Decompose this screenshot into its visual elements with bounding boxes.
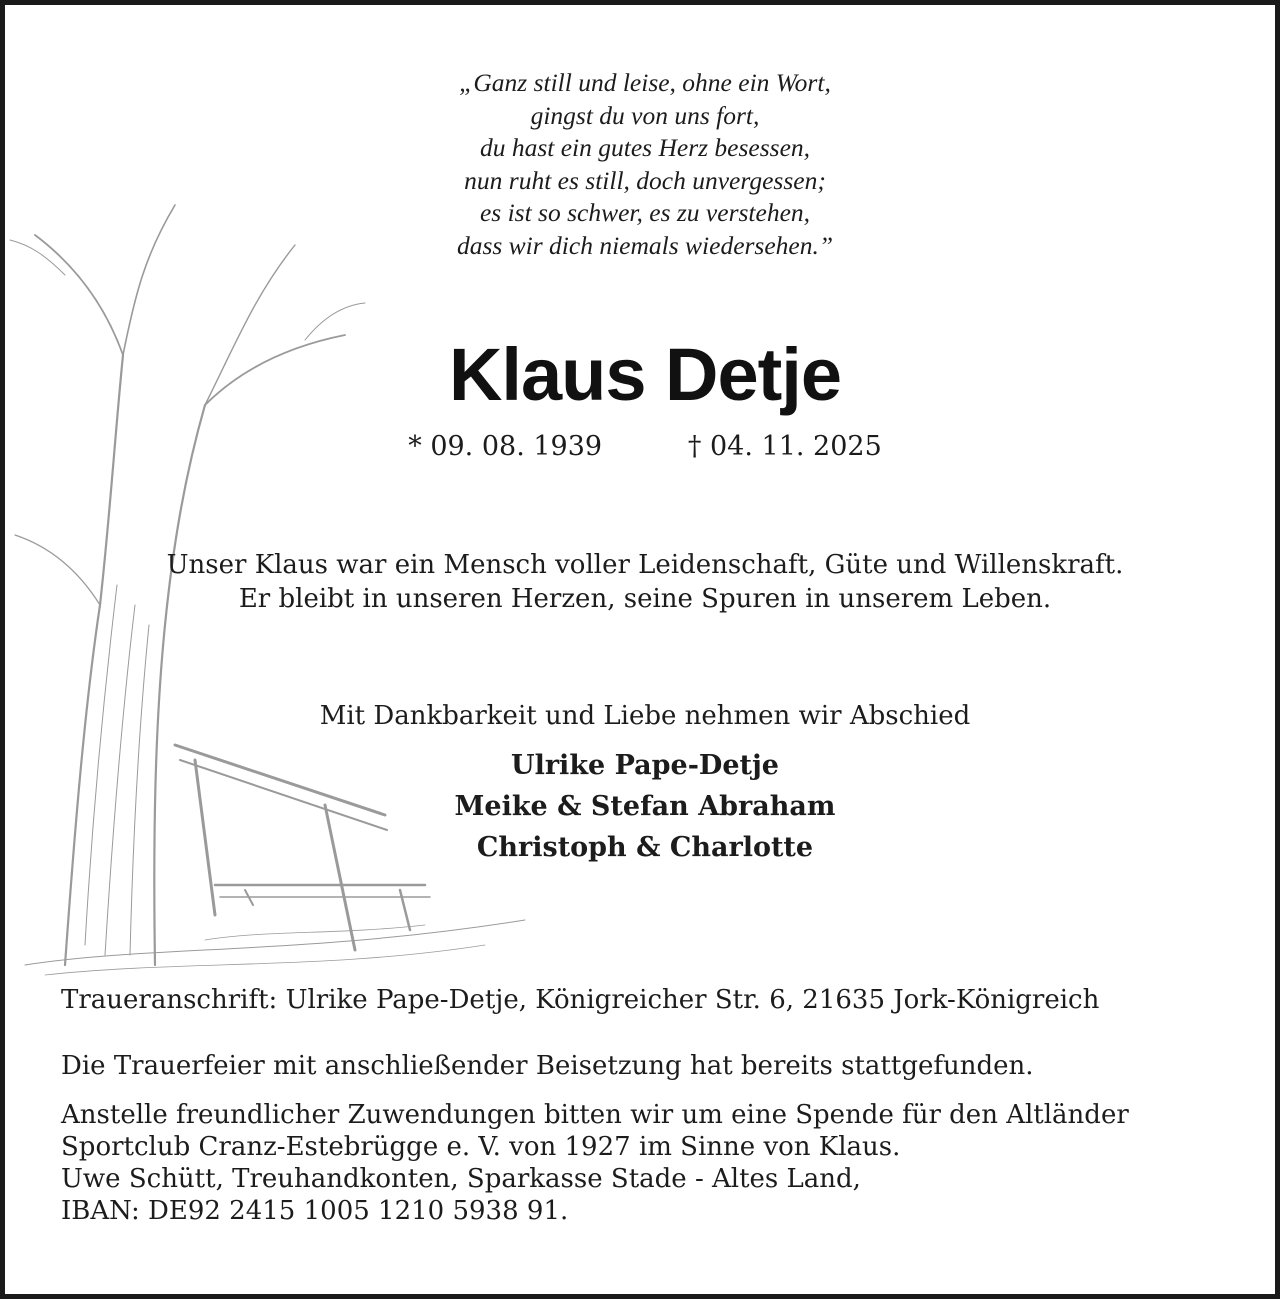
mourner-name: Ulrike Pape-Detje (511, 750, 779, 781)
poem-line: es ist so schwer, es zu verstehen, (479, 198, 811, 227)
donation-line: Uwe Schütt, Treuhandkonten, Sparkasse Stade - Altes Land, (61, 1164, 861, 1194)
tribute-line: Unser Klaus war ein Mensch voller Leidenschaft, Güte und Willenskraft. (166, 550, 1124, 580)
mourners-list (5, 745, 1280, 868)
mourner-name: Meike & Stefan Abraham (454, 791, 836, 822)
poem-line: gingst du von uns fort, (530, 100, 760, 130)
tribute-text (5, 548, 1280, 616)
donation-line: IBAN: DE92 2415 1005 1210 5938 91. (61, 1196, 569, 1226)
poem-line: nun ruht es still, doch unvergessen; (464, 165, 826, 195)
funeral-note: Die Trauerfeier mit anschließender Beisetzung hat bereits stattgefunden. (61, 1051, 1034, 1081)
poem-line: „Ganz still und leise, ohne ein Wort, (459, 68, 831, 97)
farewell-line: Mit Dankbarkeit und Liebe nehmen wir Abschied (319, 701, 971, 731)
life-dates (5, 429, 1280, 465)
death-date: † 04. 11. 2025 (687, 431, 882, 462)
donation-note (61, 1099, 1261, 1227)
donation-line: Anstelle freundlicher Zuwendungen bitten wir um eine Spende für den Altländer (61, 1100, 1129, 1130)
mourning-address: Traueranschrift: Ulrike Pape-Detje, Königreicher Str. 6, 21635 Jork-Königreich (61, 985, 1100, 1015)
poem-line: du hast ein gutes Herz besessen, (479, 133, 811, 162)
deceased-name: Klaus Detje (448, 333, 842, 416)
donation-line: Sportclub Cranz-Estebrügge e. V. von 1927 im Sinne von Klaus. (61, 1132, 901, 1162)
poem-line: dass wir dich niemals wiedersehen.” (456, 230, 834, 260)
birth-date: * 09. 08. 1939 (408, 431, 603, 462)
memorial-poem (5, 67, 1280, 262)
tribute-line: Er bleibt in unseren Herzen, seine Spuren in unserem Leben. (238, 584, 1052, 614)
mourner-name: Christoph & Charlotte (476, 832, 814, 863)
